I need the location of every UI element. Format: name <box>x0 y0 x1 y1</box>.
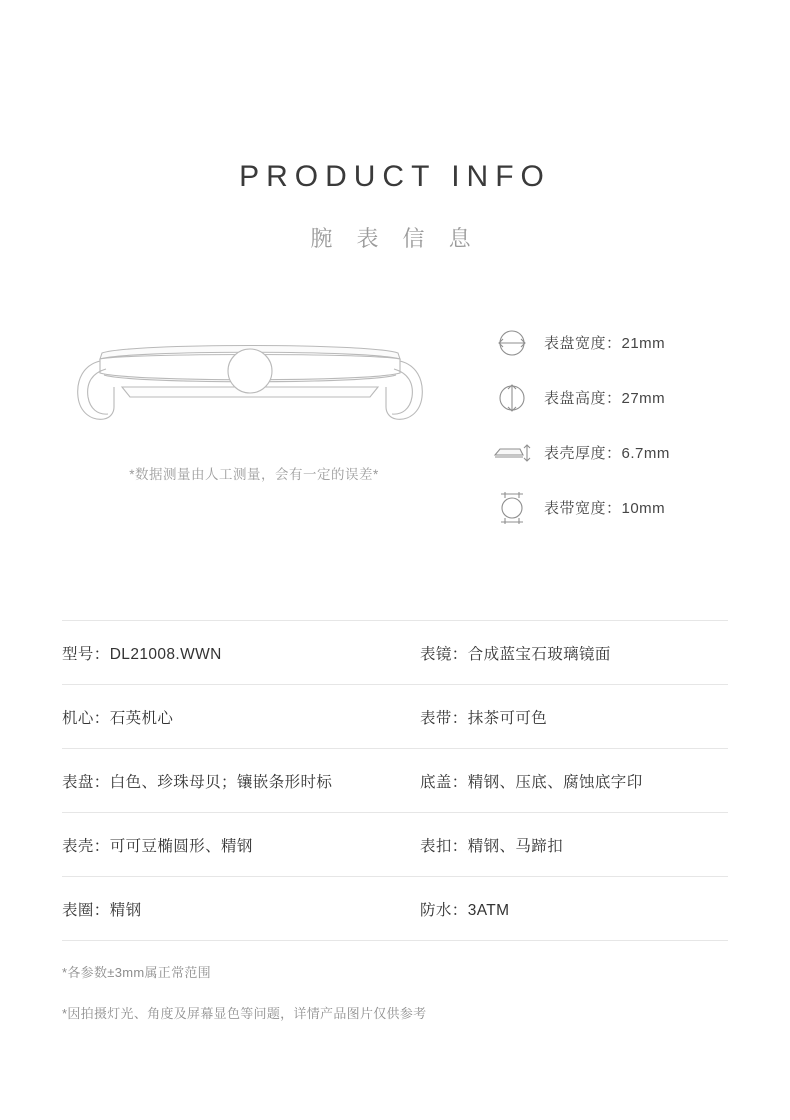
dimension-row <box>492 480 752 535</box>
dimension-row <box>492 425 752 480</box>
page-header <box>0 0 790 253</box>
measurement-disclaimer: *数据测量由人工测量，会有一定的误差* <box>129 467 379 482</box>
page-title: PRODUCT INFO <box>239 160 551 193</box>
dimension-label: 表带宽度：10mm <box>544 500 666 517</box>
footnote-color-disclaimer: *因拍摄灯光、角度及屏幕显色等问题，详情产品图片仅供参考 <box>62 1006 427 1021</box>
table-row <box>62 620 728 685</box>
diagram-area <box>0 315 790 565</box>
table-row <box>62 749 728 813</box>
spec-case: 表壳：可可豆椭圆形、精钢 <box>62 837 253 855</box>
dimension-label: 表壳厚度：6.7mm <box>544 445 670 462</box>
spec-water-resistance: 防水：3ATM <box>420 901 510 919</box>
spec-movement: 机心：石英机心 <box>62 709 174 727</box>
watch-case-side-view-drawing <box>70 335 430 445</box>
table-row <box>62 813 728 877</box>
spec-caseback: 底盖：精钢、压底、腐蚀底字印 <box>420 773 643 791</box>
dimension-list <box>492 315 752 535</box>
dial-height-icon <box>492 378 532 418</box>
spec-model: 型号：DL21008.WWN <box>62 645 222 663</box>
footnote-tolerance: *各参数±3mm属正常范围 <box>62 965 211 980</box>
dial-width-icon <box>492 323 532 363</box>
spec-table <box>62 620 728 941</box>
spec-strap: 表带：抹茶可可色 <box>420 709 548 727</box>
spec-crystal: 表镜：合成蓝宝石玻璃镜面 <box>420 645 611 663</box>
table-row <box>62 685 728 749</box>
footnotes <box>62 962 742 1044</box>
table-row <box>62 877 728 941</box>
spec-bezel: 表圈：精钢 <box>62 901 142 919</box>
spec-dial: 表盘：白色、珍珠母贝；镶嵌条形时标 <box>62 773 333 791</box>
spec-buckle: 表扣：精钢、马蹄扣 <box>420 837 564 855</box>
dimension-row <box>492 315 752 370</box>
page-subtitle: 腕 表 信 息 <box>310 226 480 251</box>
dimension-label: 表盘高度：27mm <box>544 390 666 407</box>
case-thickness-icon <box>492 433 532 473</box>
strap-width-icon <box>492 488 532 528</box>
dimension-label: 表盘宽度：21mm <box>544 335 666 352</box>
dimension-row <box>492 370 752 425</box>
